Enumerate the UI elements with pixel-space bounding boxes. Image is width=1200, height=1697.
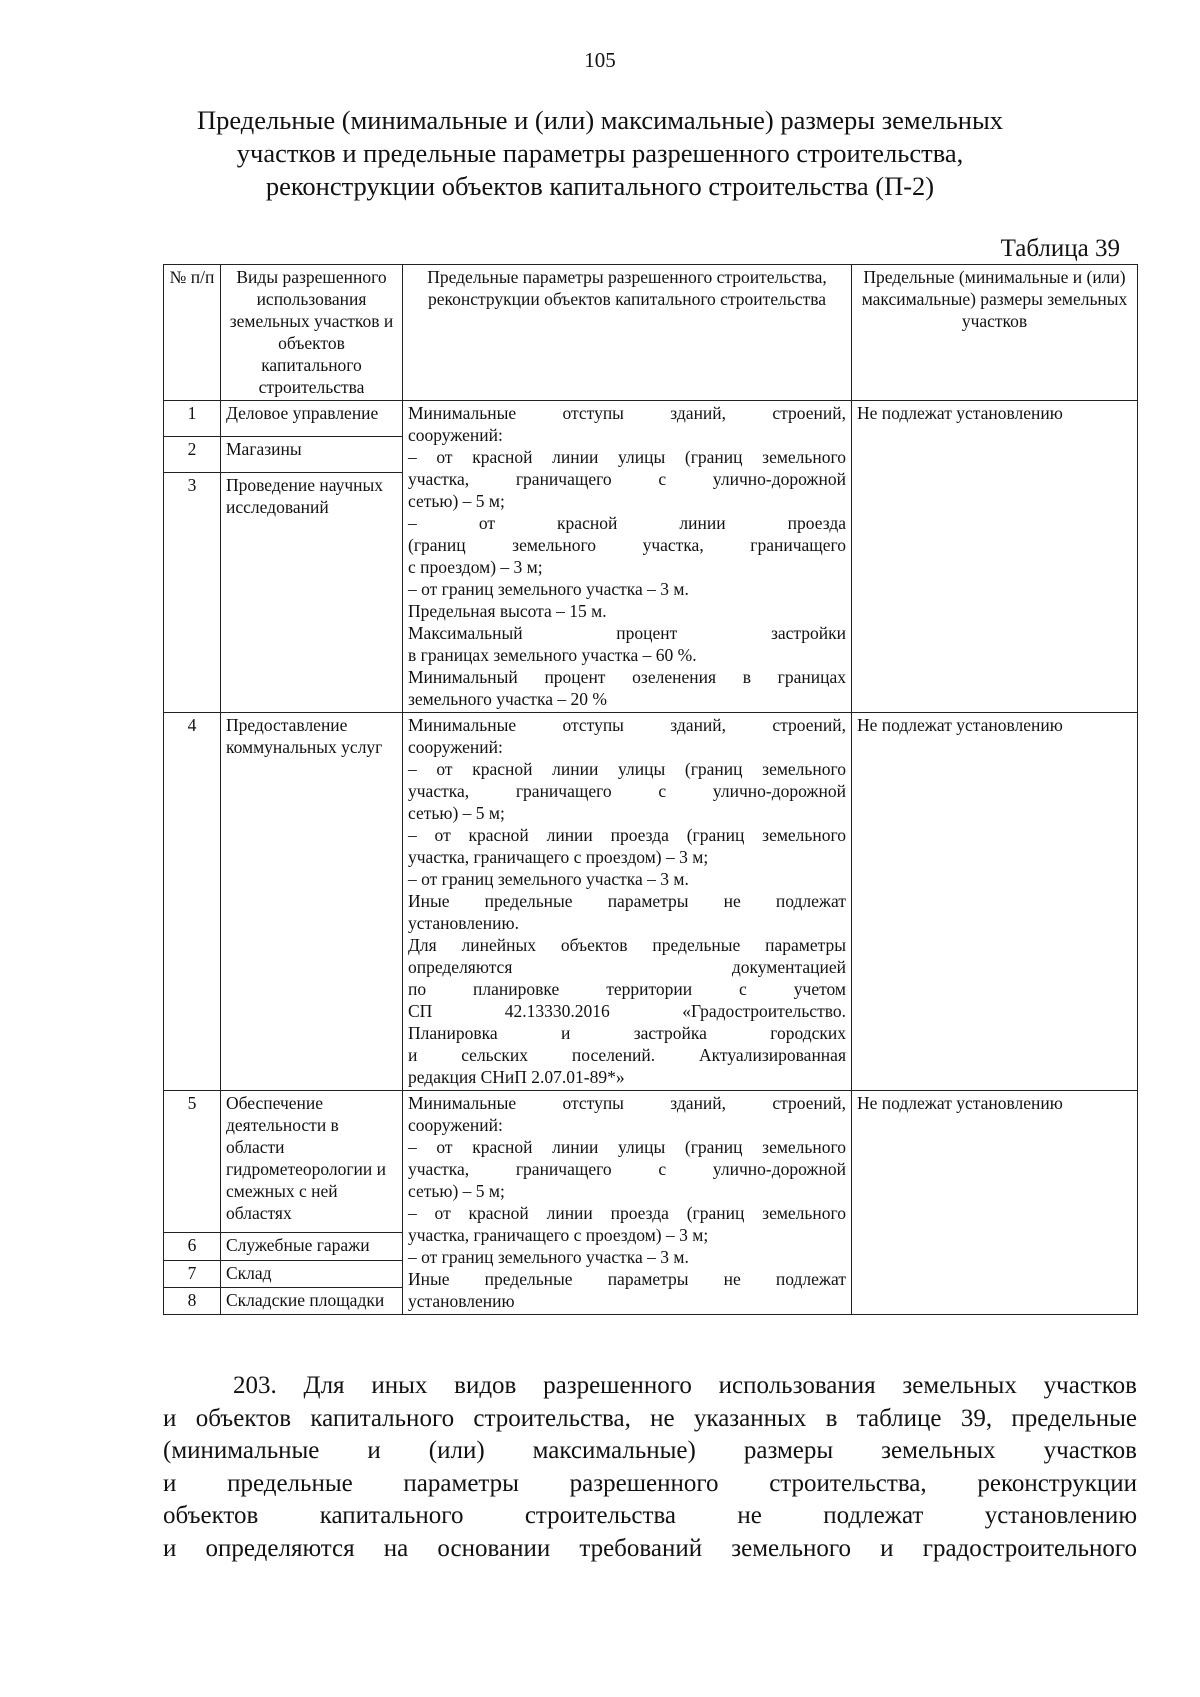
params-line: Минимальные отступы зданий, строений, [408, 1093, 846, 1113]
params-line: СП 42.13330.2016 «Градостроительство. [408, 1001, 846, 1021]
params-line: Иные предельные параметры не подлежат [408, 891, 846, 911]
paragraph-line: объектов капитального строительства не подлежат установлению [163, 1502, 1137, 1530]
row-num: 1 [164, 401, 221, 437]
document-title [150, 104, 1050, 203]
row-num: 5 [164, 1091, 221, 1233]
row-use-kind: Обеспечение деятельности в области гидрометеорологии и смежных с ней областях [221, 1091, 403, 1233]
params-line: Иные предельные параметры не подлежат [408, 1269, 846, 1289]
header-sizes: Предельные (минимальные и (или) максимальные) размеры земельных участков [852, 265, 1138, 401]
params-line: Предельная высота – 15 м. [408, 601, 607, 621]
params-line: участка, граничащего с проездом) – 3 м; [408, 847, 709, 867]
params-line: сооружений: [408, 425, 503, 445]
row-num: 6 [164, 1233, 221, 1260]
params-line: и сельских поселений. Актуализированная [408, 1045, 846, 1065]
page-number: 105 [584, 48, 616, 72]
row-use-kind: Деловое управление [221, 401, 403, 437]
table-caption: Таблица 39 [1000, 235, 1120, 262]
params-line: – от красной линии проезда [408, 513, 846, 533]
params-line: Планировка и застройка городских [408, 1023, 846, 1043]
row-use-kind: Проведение научных исследований [221, 473, 403, 713]
row-use-kind: Магазины [221, 437, 403, 473]
row-sizes: Не подлежат установлению [852, 713, 1138, 1091]
params-line: Минимальные отступы зданий, строений, [408, 715, 846, 735]
table-row [164, 1091, 1138, 1233]
regulations-table [163, 264, 1138, 1315]
params-line: сооружений: [408, 737, 503, 757]
row-use-kind: Служебные гаражи [221, 1233, 403, 1260]
paragraph-line: и предельные параметры разрешенного строительства, реконструкции [163, 1469, 1137, 1497]
paragraph-203 [163, 1370, 1137, 1566]
row-num: 3 [164, 473, 221, 713]
row-num: 7 [164, 1260, 221, 1287]
params-line: сетью) – 5 м; [408, 1181, 505, 1201]
params-line: (границ земельного участка, граничащего [408, 535, 846, 555]
title-line: участков и предельные параметры разрешенного строительства, [236, 138, 964, 168]
row-params [403, 713, 852, 1091]
header-num: № п/п [164, 265, 221, 401]
table-row [164, 713, 1138, 1091]
row-num: 8 [164, 1287, 221, 1314]
title-line: реконструкции объектов капитального строительства (П-2) [265, 171, 935, 201]
paragraph-line: и объектов капитального строительства, не указанных в таблице 39, предельные [163, 1404, 1137, 1432]
params-line: Максимальный процент застройки [408, 623, 846, 643]
paragraph-line: 203. Для иных видов разрешенного использования земельных участков [233, 1372, 1137, 1399]
params-line: определяются документацией [408, 957, 846, 977]
table-header-row [164, 265, 1138, 401]
title-line: Предельные (минимальные и (или) максимальные) размеры земельных [196, 105, 1004, 135]
params-line: – от границ земельного участка – 3 м. [408, 579, 689, 599]
row-params [403, 1091, 852, 1315]
row-use-kind: Склад [221, 1260, 403, 1287]
params-line: – от красной линии улицы (границ земельного [408, 1137, 846, 1157]
row-num: 2 [164, 437, 221, 473]
params-line: участка, граничащего с улично-дорожной [408, 469, 846, 489]
params-line: Минимальный процент озеленения в границах [408, 667, 846, 687]
params-line: – от красной линии проезда (границ земельного [408, 825, 846, 845]
paragraph-line: и определяются на основании требований земельного и градостроительного [163, 1534, 1137, 1562]
params-line: – от красной линии улицы (границ земельного [408, 759, 846, 779]
row-sizes: Не подлежат установлению [852, 401, 1138, 713]
params-line: – от границ земельного участка – 3 м. [408, 869, 689, 889]
table-row [164, 401, 1138, 437]
params-line: Минимальные отступы зданий, строений, [408, 403, 846, 423]
params-line: по планировке территории с учетом [408, 979, 846, 999]
params-line: участка, граничащего с улично-дорожной [408, 781, 846, 801]
params-line: земельного участка – 20 % [408, 689, 607, 709]
params-line: с проездом) – 3 м; [408, 557, 543, 577]
row-sizes: Не подлежат установлению [852, 1091, 1138, 1315]
params-line: – от границ земельного участка – 3 м. [408, 1247, 689, 1267]
params-line: установлению. [408, 913, 519, 933]
row-use-kind: Складские площадки [221, 1287, 403, 1314]
params-line: сетью) – 5 м; [408, 491, 505, 511]
params-line: редакция СНиП 2.07.01-89*» [408, 1067, 625, 1087]
row-num: 4 [164, 713, 221, 1091]
params-line: сетью) – 5 м; [408, 803, 505, 823]
row-use-kind: Предоставление коммунальных услуг [221, 713, 403, 1091]
params-line: Для линейных объектов предельные параметры [408, 935, 846, 955]
params-line: участка, граничащего с улично-дорожной [408, 1159, 846, 1179]
params-line: участка, граничащего с проездом) – 3 м; [408, 1225, 709, 1245]
header-params: Предельные параметры разрешенного строительства, реконструкции объектов капитального строительства [403, 265, 852, 401]
paragraph-line: (минимальные и (или) максимальные) размеры земельных участков [163, 1437, 1137, 1465]
params-line: – от красной линии проезда (границ земельного [408, 1203, 846, 1223]
params-line: в границах земельного участка – 60 %. [408, 645, 697, 665]
params-line: – от красной линии улицы (границ земельного [408, 447, 846, 467]
row-params [403, 401, 852, 713]
params-line: установлению [408, 1291, 515, 1311]
header-use-kind: Виды разрешенного использования земельных участков и объектов капитального строительства [221, 265, 403, 401]
params-line: сооружений: [408, 1115, 503, 1135]
